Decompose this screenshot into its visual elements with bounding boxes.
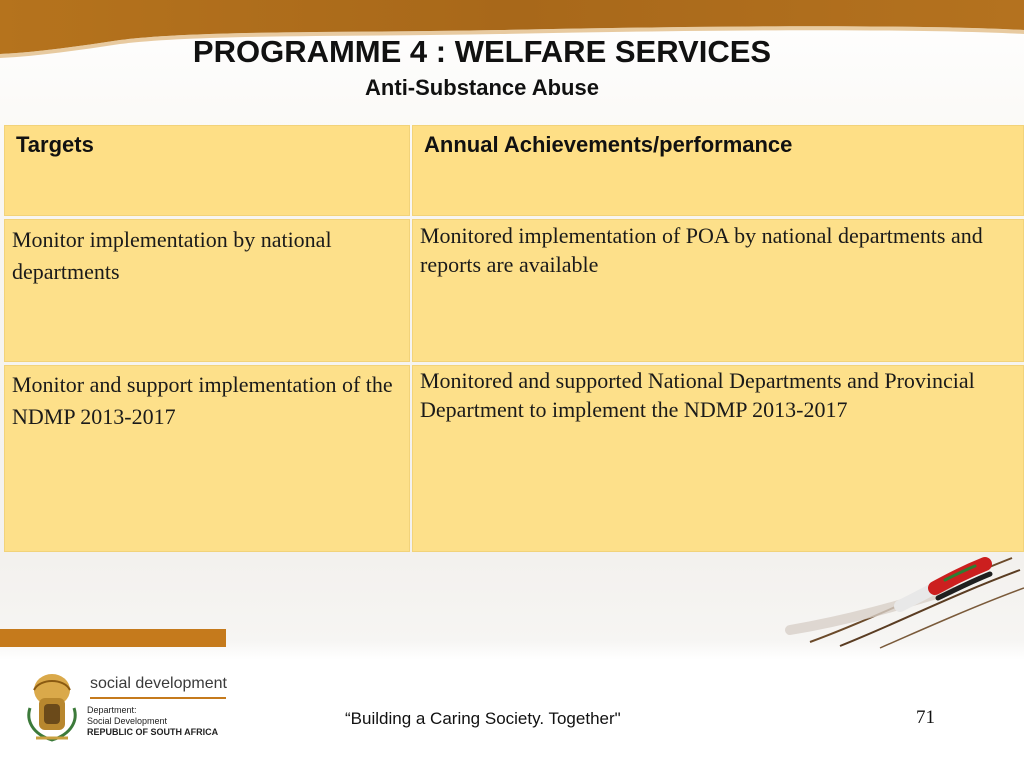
header-targets: Targets [16,132,94,157]
table-row-2-achievement-cell [412,365,1024,552]
department-divider [90,697,226,699]
beaded-ornament-decoration [750,550,1024,650]
footer-tagline: “Building a Caring Society. Together" [345,709,621,728]
table-row-2-target: Monitor and support implementation of the NDMP 2013-2017 [12,372,393,429]
table-row-1-achievement: Monitored implementation of POA by national departments and reports are available [420,223,983,277]
page-number: 71 [916,707,935,728]
header-cell-targets [4,125,410,216]
department-label: Department: [87,705,137,715]
department-country: REPUBLIC OF SOUTH AFRICA [87,727,219,737]
table-row-2-achievement: Monitored and supported National Departments and Provincial Department to implement the NDMP 2013-2017 [420,368,975,422]
achievements-table [4,125,1024,553]
department-brand-text: social development [90,675,227,692]
table-row-2-target-cell [4,365,410,552]
slide-title: PROGRAMME 4 : WELFARE SERVICES [192,34,772,69]
footer-orange-strip [0,629,226,647]
header-cell-achievements [412,125,1024,216]
table-row-1-target-cell [4,219,410,362]
table-row-1-achievement-cell [412,219,1024,362]
table-row-1-target: Monitor implementation by national departments [12,227,332,284]
slide-subtitle: Anti-Substance Abuse [365,75,599,100]
department-name: Social Development [87,716,168,726]
header-achievements: Annual Achievements/performance [424,132,793,157]
